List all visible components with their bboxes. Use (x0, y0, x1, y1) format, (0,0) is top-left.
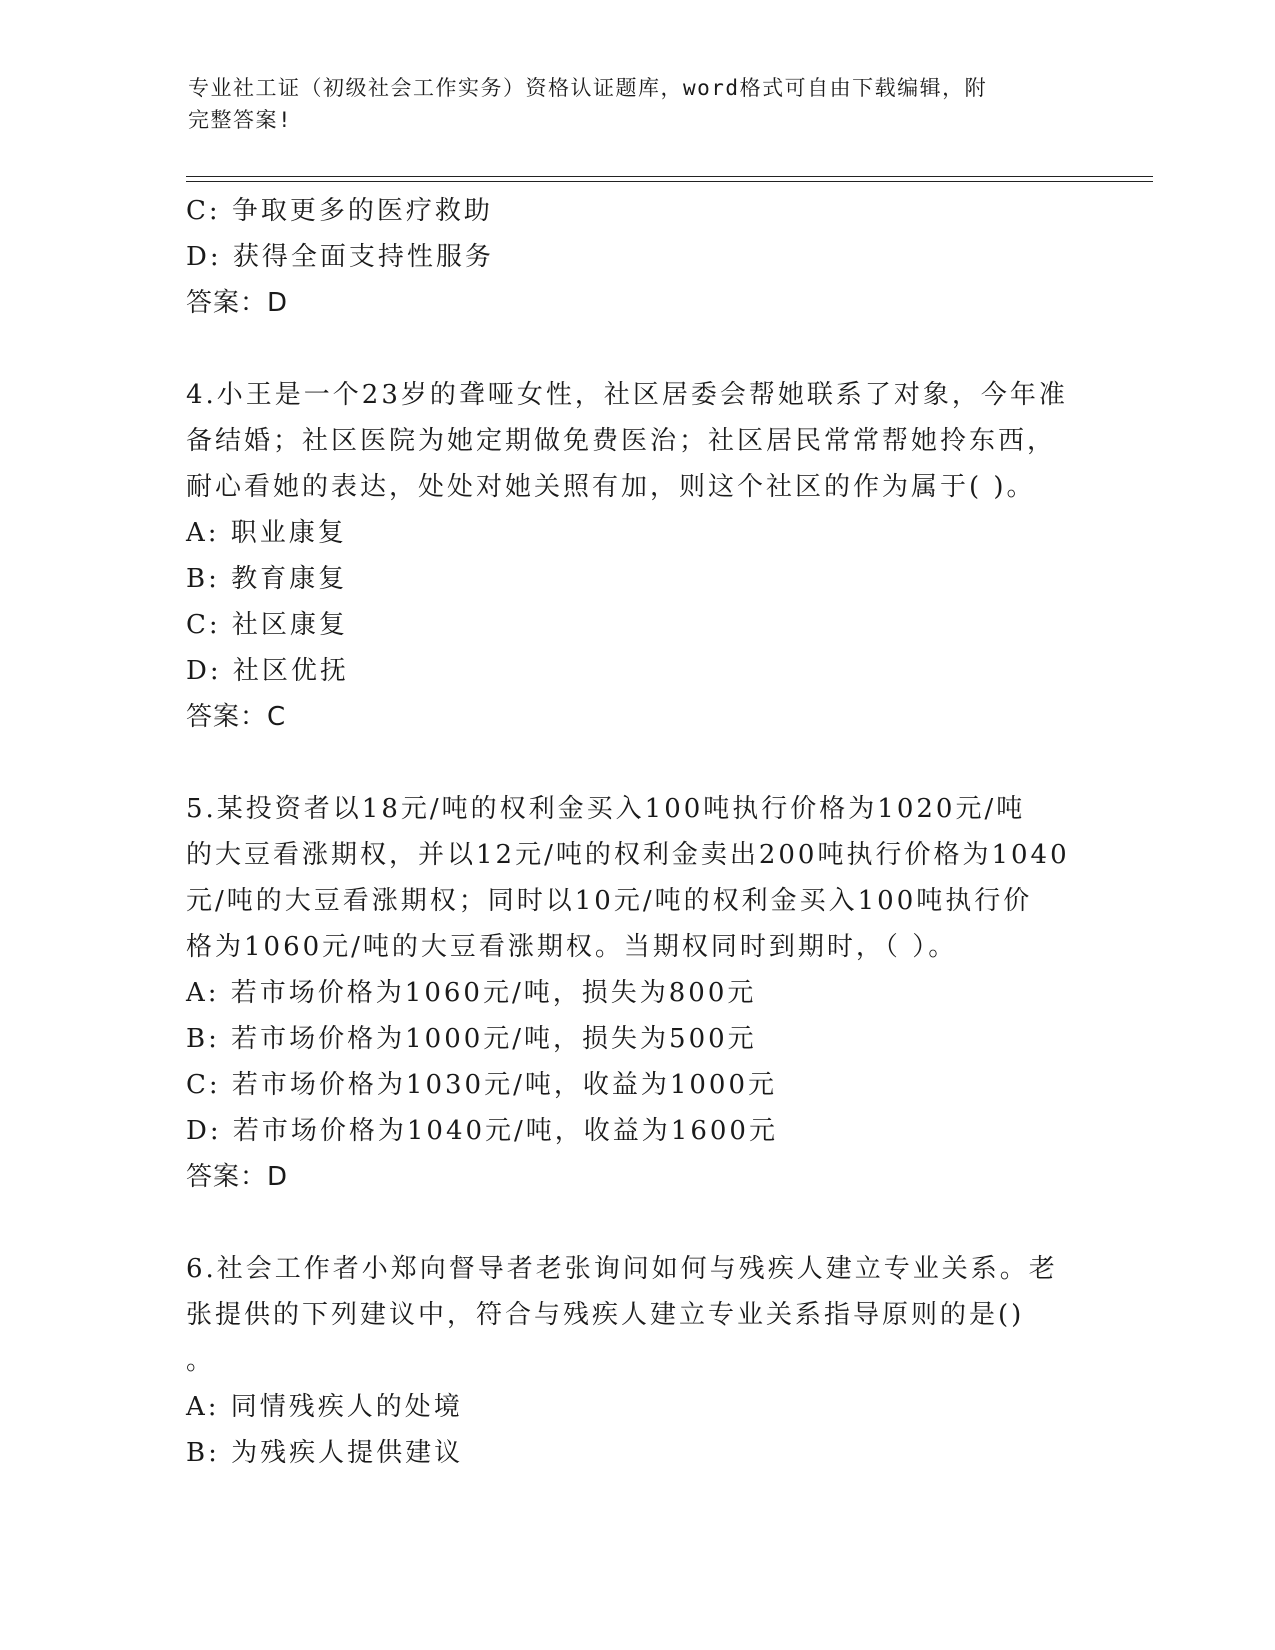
q6-option-b: B: 为残疾人提供建议 (186, 1438, 464, 1468)
q6-option-a: A: 同情残疾人的处境 (186, 1392, 463, 1422)
question-5-block (186, 786, 1086, 1200)
q5-stem-line-1: 5.某投资者以18元/吨的权利金买入100吨执行价格为1020元/吨 (186, 794, 1026, 824)
question-4-block (186, 372, 1086, 740)
question-3-block (186, 188, 1086, 326)
q5-option-b: B: 若市场价格为1000元/吨，损失为500元 (186, 1024, 757, 1054)
header-rule-bottom (186, 181, 1153, 182)
document-header (188, 72, 1068, 136)
q4-stem-line-2: 备结婚；社区医院为她定期做免费医治；社区居民常常帮她拎东西， (186, 426, 1057, 456)
header-line-1: 专业社工证（初级社会工作实务）资格认证题库，word格式可自由下载编辑，附 (188, 76, 988, 100)
q3-option-d: D: 获得全面支持性服务 (186, 242, 494, 272)
q5-stem-line-3: 元/吨的大豆看涨期权；同时以10元/吨的权利金买入100吨执行价 (186, 886, 1033, 916)
q6-stem-line-2: 张提供的下列建议中，符合与残疾人建立专业关系指导原则的是() (186, 1300, 1025, 1330)
q4-option-d: D: 社区优抚 (186, 656, 349, 686)
header-rule-top (186, 176, 1153, 177)
header-line-2: 完整答案! (188, 108, 293, 132)
q6-stem-line-1: 6.社会工作者小郑向督导者老张询问如何与残疾人建立专业关系。老 (186, 1254, 1058, 1284)
q4-stem-line-3: 耐心看她的表达，处处对她关照有加，则这个社区的作为属于( )。 (186, 472, 1036, 502)
spacer (186, 1200, 1086, 1246)
q4-answer: 答案：C (186, 702, 287, 732)
q3-option-c: C: 争取更多的医疗救助 (186, 196, 493, 226)
question-6-block (186, 1246, 1086, 1476)
q5-option-c: C: 若市场价格为1030元/吨，收益为1000元 (186, 1070, 778, 1100)
q4-stem-line-1: 4.小王是一个23岁的聋哑女性，社区居委会帮她联系了对象，今年准 (186, 380, 1068, 410)
q5-answer: 答案：D (186, 1162, 289, 1192)
q3-answer: 答案：D (186, 288, 289, 318)
q5-option-a: A: 若市场价格为1060元/吨，损失为800元 (186, 978, 757, 1008)
q5-option-d: D: 若市场价格为1040元/吨，收益为1600元 (186, 1116, 778, 1146)
q6-stem-line-3: 。 (186, 1346, 216, 1376)
spacer (186, 326, 1086, 372)
question-content (186, 188, 1086, 1476)
q5-stem-line-4: 格为1060元/吨的大豆看涨期权。当期权同时到期时，（ ）。 (186, 932, 958, 962)
q4-option-b: B: 教育康复 (186, 564, 348, 594)
q4-option-a: A: 职业康复 (186, 518, 347, 548)
spacer (186, 740, 1086, 786)
q4-option-c: C: 社区康复 (186, 610, 348, 640)
q5-stem-line-2: 的大豆看涨期权，并以12元/吨的权利金卖出200吨执行价格为1040 (186, 840, 1070, 870)
